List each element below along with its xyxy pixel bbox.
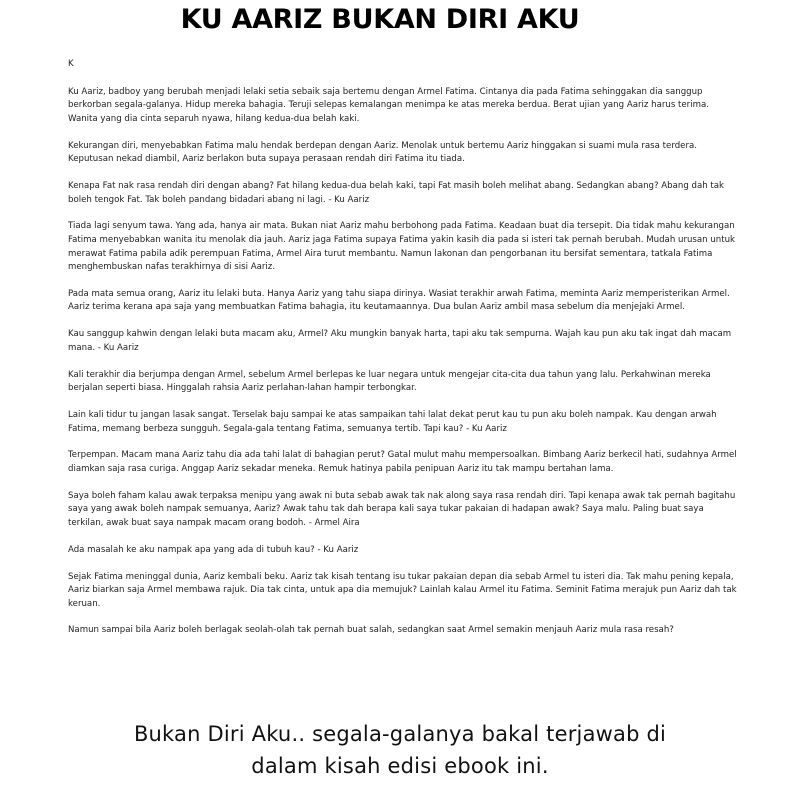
footer-line-1: Bukan Diri Aku.. segala-galanya bakal terjawab di bbox=[133, 722, 667, 746]
footer-line-2: dalam kisah edisi ebook ini. bbox=[251, 754, 549, 778]
paragraph: Pada mata semua orang, Aariz itu lelaki buta. Hanya Aariz yang tahu siapa dirinya. Wasiat terakhir arwah Fatima, meminta Aariz memperisterikan Armel. Aariz terima kerana apa saja yang membuatkan Fatima bahagia, itu keutamaannya. Dua bulan Aariz ambil masa sebelum dia menjejaki Armel. bbox=[68, 288, 730, 313]
paragraph: Namun sampai bila Aariz boleh berlagak seolah-olah tak pernah buat salah, sedangkan saat Armel semakin menjauh Aariz mula rasa resah? bbox=[68, 625, 674, 636]
paragraph: Ku Aariz, badboy yang berubah menjadi lelaki setia sebaik saja bertemu dengan Armel Fatima. Cintanya dia pada Fatima sehinggakan dia sanggup berkorban segala-galanya. Hidup mereka bahagia. Teruji selepas kemalangan menimpa ke atas mereka berdua. Berat ujian yang Aariz harus terima. Wanita yang dia cinta separuh nyawa, hilang kedua-dua belah kaki. bbox=[68, 86, 709, 124]
quote-paragraph: Kau sanggup kahwin dengan lelaki buta macam aku, Armel? Aku mungkin banyak harta, tapi aku tak sempurna. Wajah kau pun aku tak ingat dah macam mana. - Ku Aariz bbox=[68, 329, 732, 353]
quote-paragraph: Lain kali tidur tu jangan lasak sangat. Terselak baju sampai ke atas sampaikan tahi lalat dekat perut kau tu pun aku boleh nampak. Kau dengan arwah Fatima, memang berbeza sungguh. Segala-gala tentang Fatima, semuanya tertib. Tapi kau? - Ku Aariz bbox=[68, 410, 717, 434]
section-marker: K bbox=[68, 59, 74, 69]
paragraph: Tiada lagi senyum tawa. Yang ada, hanya air mata. Bukan niat Aariz mahu berbohong pada Fatima. Keadaan buat dia tersepit. Dia tidak mahu kekurangan Fatima menyebabkan wanita itu menolak dia jauh. Aariz jaga Fatima supaya Fatima yakin kasih dia pada si isteri tak pernah berubah. Mudah urusan untuk merawat Fatima pabila adik perempuan Fatima, Armel Aira turut membantu. Namun lakonan dan pengorbanan itu bersifat sementara, tatkala Fatima menghembuskan nafas terakhirnya di sisi Aariz. bbox=[68, 221, 736, 273]
paragraph: Kekurangan diri, menyebabkan Fatima malu hendak berdepan dengan Aariz. Menolak untuk bertemu Aariz hinggakan si suami mula rasa terdera. Keputusan nekad diambil, Aariz berlakon buta supaya perasaan rendah diri Fatima itu tiada. bbox=[68, 140, 697, 165]
synopsis-body bbox=[68, 58, 740, 651]
paragraph: Terpempan. Macam mana Aariz tahu dia ada tahi lalat di bahagian perut? Gatal mulut mahu mempersoalkan. Bimbang Aariz berkecil hati, sudahnya Armel diamkan saja rasa curiga. Anggap Aariz sekadar meneka. Remuk hatinya pabila penipuan Aariz itu tak mampu bertahan lama. bbox=[68, 450, 737, 474]
quote-paragraph: Saya boleh faham kalau awak terpaksa menipu yang awak ni buta sebab awak tak nak along saya rasa rendah diri. Tapi kenapa awak tak pernah bagitahu saya yang awak boleh nampak semuanya, Aariz? Awak tahu tak dah berapa kali saya tukar pakaian di hadapan awak? Saya malu. Paling buat saya terkilan, awak buat saya nampak macam orang bodoh. - Armel Aira bbox=[68, 490, 736, 528]
footer-tagline bbox=[60, 718, 740, 782]
quote-paragraph: Ada masalah ke aku nampak apa yang ada di tubuh kau? - Ku Aariz bbox=[68, 544, 359, 555]
paragraph: Sejak Fatima meninggal dunia, Aariz kembali beku. Aariz tak kisah tentang isu tukar pakaian depan dia sebab Armel tu isteri dia. Tak mahu pening kepala, Aariz biarkan saja Armel membawa rajuk. Dia tak cinta, untuk apa dia memujuk? Lainlah kalau Armel itu Fatima. Seminit Fatima merajuk pun Aariz dah tak keruan. bbox=[68, 571, 737, 609]
paragraph: Kali terakhir dia berjumpa dengan Armel, sebelum Armel berlepas ke luar negara untuk mengejar cita-cita dua tahun yang lalu. Perkahwinan mereka berjalan seperti biasa. Hinggalah rahsia Aariz perlahan-lahan hampir terbongkar. bbox=[68, 369, 711, 394]
page-title: KU AARIZ BUKAN DIRI AKU bbox=[180, 4, 580, 35]
quote-paragraph: Kenapa Fat nak rasa rendah diri dengan abang? Fat hilang kedua-dua belah kaki, tapi Fat masih boleh melihat abang. Sedangkan abang? Abang dah tak boleh tengok Fat. Tak boleh pandang bidadari abang ni lagi. - Ku Aariz bbox=[68, 180, 725, 205]
